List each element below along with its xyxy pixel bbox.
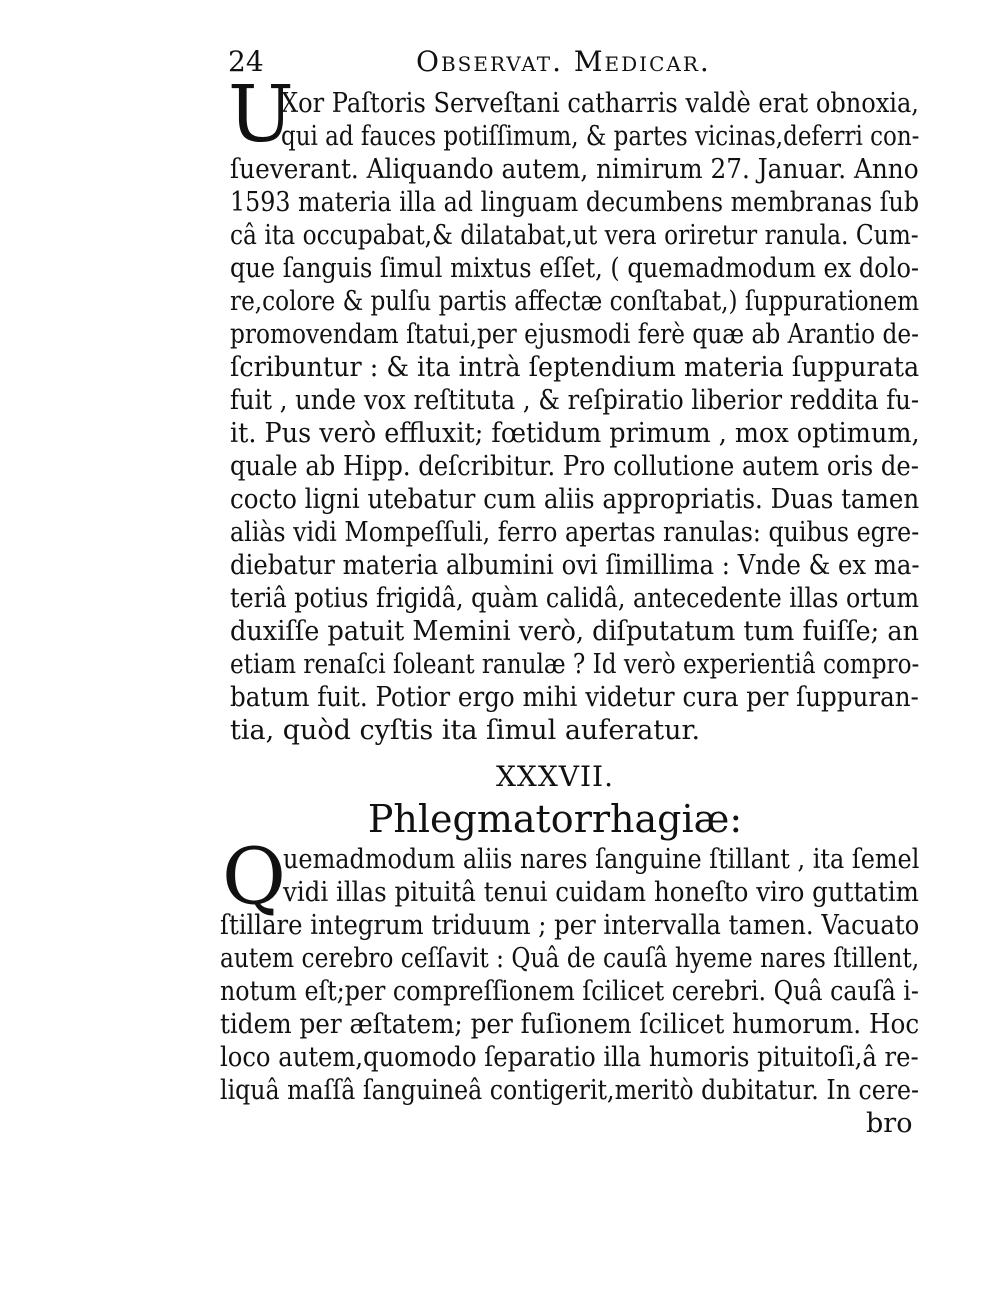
text-line: tidem per æſtatem; per fuſionem ſcilicet humorum. Hoc (220, 1009, 920, 1040)
text-line: notum eſt;per compreſſionem ſcilicet cerebri. Quâ cauſâ i- (220, 976, 919, 1007)
text-line: etiam renaſci ſoleant ranulæ ? Id verò experientiâ compro- (230, 649, 920, 680)
text-line: duxiſſe patuit Memini verò, diſputatum tum fuiſſe; an (230, 616, 919, 647)
text-line: Xor Paſtoris Serveſtani catharris valdè erat obnoxia, (281, 88, 919, 119)
observation-number: XXXVII. (495, 760, 615, 793)
page-number: 24 (228, 45, 264, 78)
text-line: batum fuit. Potior ergo mihi videtur cura per ſuppuran- (230, 682, 919, 713)
text-line: aliàs vidi Mompeſſuli, ferro apertas ranulas: quibus egre- (230, 517, 920, 548)
text-line: quale ab Hipp. deſcribitur. Pro collutione autem oris de- (230, 451, 919, 482)
text-line: que ſanguis ſimul mixtus eſſet, ( quemadmodum ex dolo- (230, 253, 920, 284)
drop-cap: Q (222, 832, 286, 922)
text-line: cocto ligni utebatur cum aliis appropriatis. Duas tamen (230, 484, 920, 515)
text-line: ſtillare integrum triduum ; per intervalla tamen. Vacuato (220, 910, 920, 941)
text-line: uemadmodum aliis nares ſanguine ſtillant , ita ſemel (283, 844, 920, 875)
text-line: tia, quòd cyſtis ita ſimul auferatur. (230, 715, 701, 746)
text-line: autem cerebro ceſſavit : Quâ de cauſâ hyeme nares ſtillent, (220, 943, 920, 974)
text-line: promovendam ſtatui,per ejusmodi ferè quæ ab Arantio de- (230, 319, 920, 350)
text-line: fuit , unde vox reſtituta , & reſpiratio liberior reddita fu- (230, 385, 920, 416)
text-line: teriâ potius frigidâ, quàm calidâ, antecedente illas ortum (230, 583, 920, 614)
drop-cap: U (228, 70, 294, 160)
catchword: bro (866, 1108, 913, 1139)
text-line: 1593 materia illa ad linguam decumbens membranas ſub (230, 187, 920, 218)
text-line: câ ita occupabat,& dilatabat,ut vera oriretur ranula. Cum- (230, 220, 919, 251)
text-line: loco autem,quomodo ſeparatio illa humoris pituitoſi,â re- (220, 1042, 919, 1073)
running-head (228, 44, 928, 80)
text-line: ſueverant. Aliquando autem, nimirum 27. Januar. Anno (230, 154, 919, 185)
text-line: diebatur materia albumini ovi ſimillima : Vnde & ex ma- (230, 550, 920, 581)
observation-title: Phlegmatorrhagiæ: (367, 797, 743, 841)
text-line: liquâ maſſâ ſanguineâ contigerit,meritò dubitatur. In cere- (220, 1075, 920, 1106)
text-line: qui ad fauces potiſſimum, & partes vicinas,deferri con- (281, 121, 920, 152)
text-line: vidi illas pituitâ tenui cuidam honeſto viro guttatim (283, 877, 919, 908)
text-line: it. Pus verò effluxit; fœtidum primum , mox optimum, (230, 418, 920, 449)
text-line: ſcribuntur : & ita intrà ſeptendium materia ſuppurata (230, 352, 920, 383)
text-line: re,colore & pulſu partis affectæ conſtabat,) ſuppurationem (230, 286, 920, 317)
running-head-title: Observat. Medicar. (416, 45, 711, 78)
